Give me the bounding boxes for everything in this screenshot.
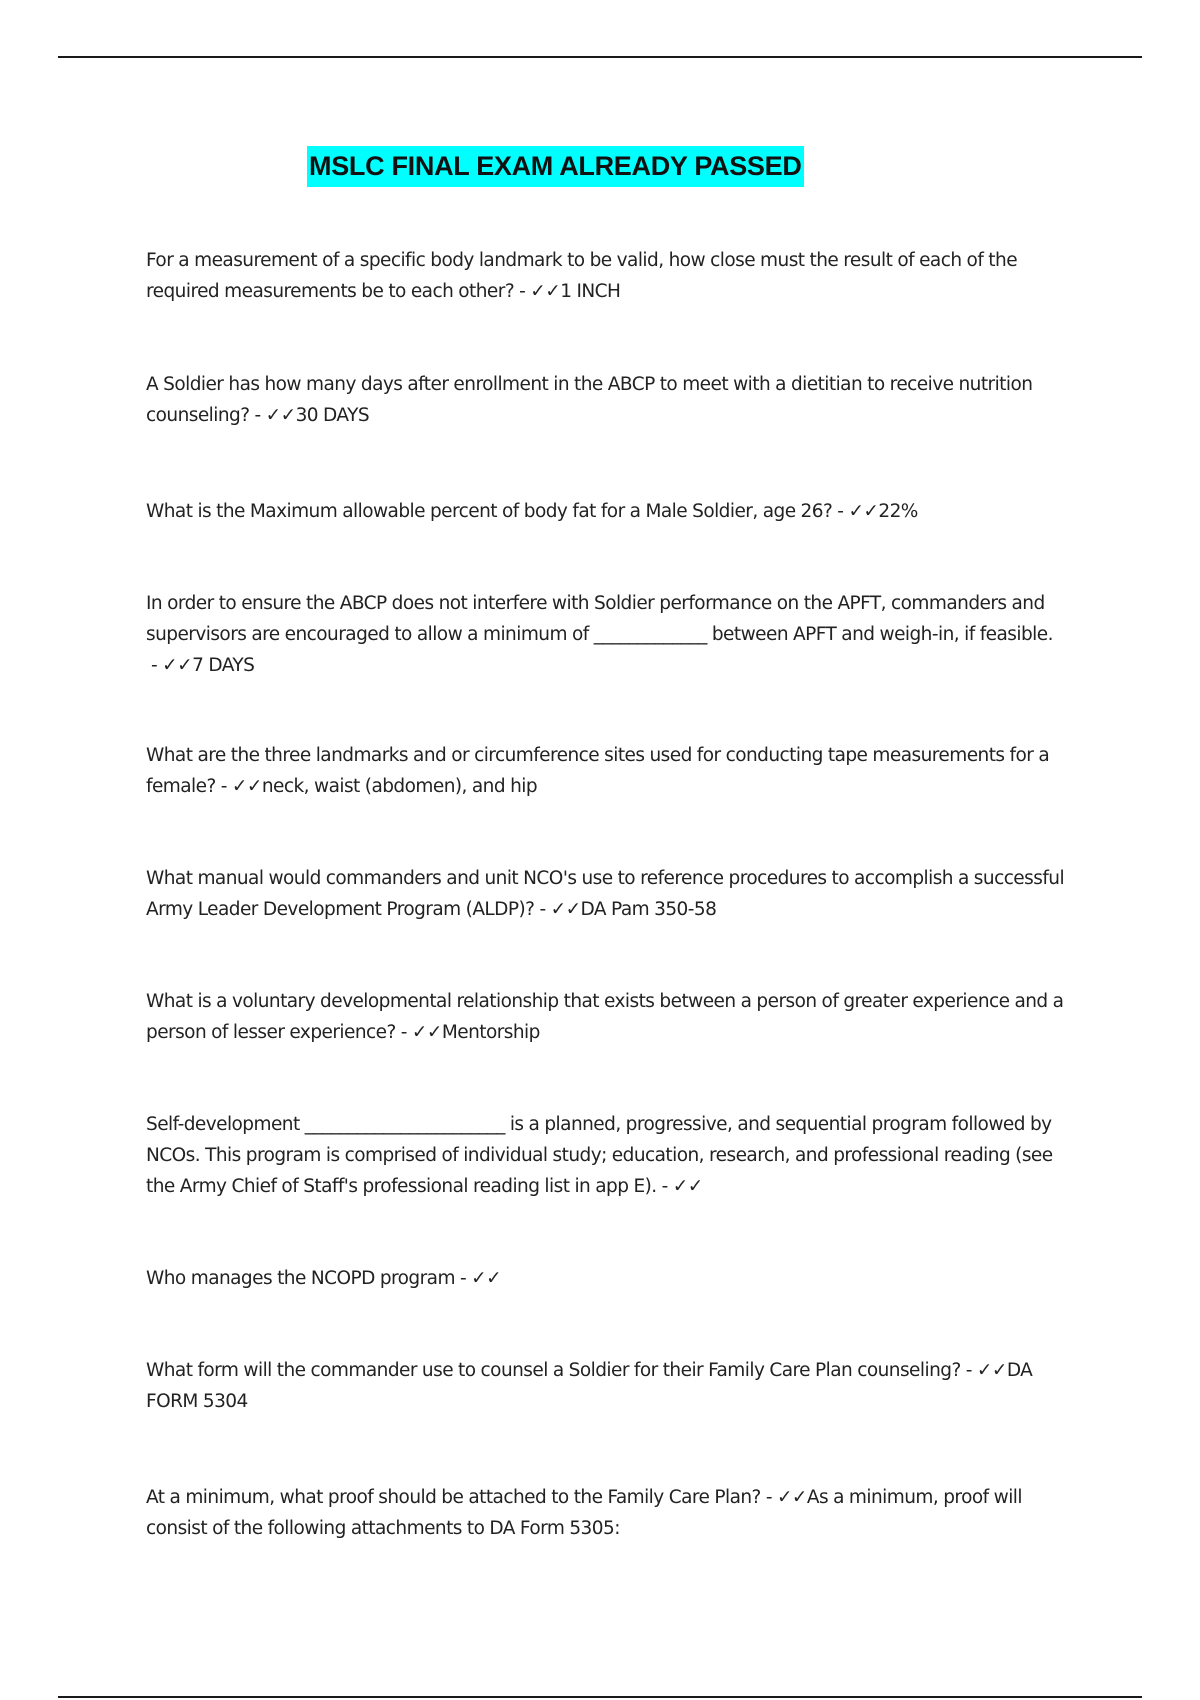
qa-item-10	[146, 1355, 1066, 1417]
answer-checkmarks: - ✓✓	[146, 655, 193, 676]
qa-item-5	[146, 740, 1066, 802]
answer-text: 30 DAYS	[295, 405, 370, 426]
qa-item-6	[146, 863, 1066, 925]
qa-item-8	[146, 1109, 1066, 1202]
question-text: In order to ensure the ABCP does not interfere with Soldier performance on the APFT, commanders and supervisors are encouraged to allow a minimum of _____________ between APFT and weigh-in, if feasible.	[146, 593, 1053, 645]
qa-item-4	[146, 588, 1066, 681]
qa-item-2	[146, 369, 1066, 431]
question-text: What are the three landmarks and or circumference sites used for conducting tape measurements for a female?	[146, 745, 1050, 797]
question-text: Who manages the NCOPD program	[146, 1268, 455, 1289]
answer-checkmarks: - ✓✓	[960, 1360, 1007, 1381]
answer-text: 7 DAYS	[192, 655, 255, 676]
question-text: What is a voluntary developmental relationship that exists between a person of greater experience and a person of lesser experience?	[146, 991, 1064, 1043]
answer-checkmarks: - ✓✓	[454, 1268, 502, 1289]
answer-checkmarks: - ✓✓	[760, 1487, 807, 1508]
question-text: At a minimum, what proof should be attached to the Family Care Plan?	[146, 1487, 761, 1508]
answer-text: 22%	[878, 501, 918, 522]
question-text: What manual would commanders and unit NCO's use to reference procedures to accomplish a successful Army Leader Development Program (ALDP)?	[146, 868, 1065, 920]
answer-checkmarks: - ✓✓	[215, 776, 262, 797]
qa-item-7	[146, 986, 1066, 1048]
answer-text: DA FORM 5304	[146, 1360, 1033, 1412]
page-top-rule	[58, 56, 1142, 58]
answer-text: neck, waist (abdomen), and hip	[261, 776, 538, 797]
question-text: A Soldier has how many days after enrollment in the ABCP to meet with a dietitian to receive nutrition counseling?	[146, 374, 1033, 426]
answer-checkmarks: - ✓✓	[395, 1022, 442, 1043]
answer-text: As a minimum, proof will consist of the following attachments to DA Form 5305:	[146, 1487, 1022, 1539]
question-text: For a measurement of a specific body landmark to be valid, how close must the result of each of the required measurements be to each other?	[146, 250, 1018, 302]
page-bottom-rule	[58, 1696, 1142, 1698]
page-title: MSLC FINAL EXAM ALREADY PASSED	[307, 146, 804, 187]
answer-checkmarks: - ✓✓	[249, 405, 296, 426]
question-text: Self-development _______________________ is a planned, progressive, and sequential program followed by NCOs. This program is comprised of individual study; education, research, and professional reading (see the Army Chief of Staff's professional reading list in app E).	[146, 1114, 1053, 1197]
qa-item-1	[146, 245, 1066, 307]
question-text: What form will the commander use to counsel a Soldier for their Family Care Plan counseling?	[146, 1360, 961, 1381]
answer-text: DA Pam 350-58	[580, 899, 717, 920]
question-text: What is the Maximum allowable percent of body fat for a Male Soldier, age 26?	[146, 501, 833, 522]
answer-checkmarks: - ✓✓	[514, 281, 561, 302]
answer-checkmarks: - ✓✓	[656, 1176, 703, 1197]
answer-checkmarks: - ✓✓	[534, 899, 581, 920]
answer-text: 1 INCH	[560, 281, 621, 302]
qa-item-9	[146, 1263, 1066, 1294]
answer-checkmarks: - ✓✓	[832, 501, 879, 522]
qa-item-3	[146, 496, 1066, 527]
answer-text: Mentorship	[441, 1022, 540, 1043]
qa-item-11	[146, 1482, 1066, 1544]
